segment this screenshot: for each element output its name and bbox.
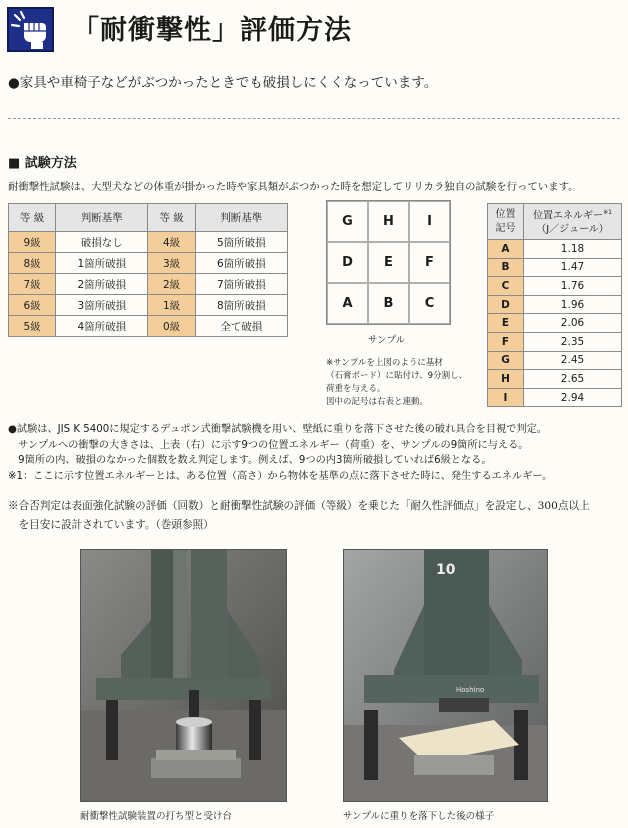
position-header: 位置 記号 xyxy=(488,204,524,240)
grade-cell: 9級 xyxy=(9,232,56,253)
sample-cell: F xyxy=(409,242,450,283)
page-title: 「耐衝撃性」評価方法 xyxy=(72,15,352,46)
table-row xyxy=(488,388,622,407)
section-heading: ■ 試験方法 xyxy=(8,156,77,171)
lead-text: ●家具や車椅子などがぶつかったときでも破損しにくくなっています。 xyxy=(8,75,438,91)
apparatus-photo xyxy=(80,549,287,802)
table-row xyxy=(488,351,622,370)
sample-cell: A xyxy=(327,283,368,324)
position-cell: B xyxy=(488,258,524,277)
criteria-header: 判断基準 xyxy=(56,204,148,232)
grade-cell: 7級 xyxy=(9,274,56,295)
grade-header: 等 級 xyxy=(148,204,195,232)
table-row xyxy=(488,240,622,259)
photo-caption-right: サンプルに重りを落下した後の様子 xyxy=(343,811,495,822)
position-cell: C xyxy=(488,277,524,296)
table-row xyxy=(488,295,622,314)
grade-cell: 3級 xyxy=(148,253,195,274)
criteria-cell: 4箇所破損 xyxy=(56,316,148,337)
criteria-cell: 全て破損 xyxy=(195,316,287,337)
sample-note-line: ※サンプルを上図のように基材 xyxy=(326,358,443,368)
table-row xyxy=(488,332,622,351)
energy-table-header xyxy=(488,204,622,240)
criteria-cell: 3箇所破損 xyxy=(56,295,148,316)
note-line: ●試験は、JIS K 5400に規定するデュポン式衝撃試験機を用い、壁紙に重りを落下させた後の破れ具合を目視で判定。 xyxy=(8,424,547,435)
criteria-cell: 8箇所破損 xyxy=(195,295,287,316)
machine-number: 10 xyxy=(436,562,456,578)
position-cell: A xyxy=(488,240,524,259)
footnote-line: ※合否判定は表面強化試験の評価（回数）と耐衝撃性試験の評価（等級）を乗じた「耐久性評価点」を設定し、300点以上 xyxy=(8,500,590,512)
table-row xyxy=(488,277,622,296)
energy-table xyxy=(487,203,622,407)
sample-cell: D xyxy=(327,242,368,283)
sample-cell: G xyxy=(327,201,368,242)
position-cell: I xyxy=(488,388,524,407)
footnote-line: を目安に設計されています。（巻頭参照） xyxy=(8,519,214,531)
position-cell: D xyxy=(488,295,524,314)
sample-note-line: 図中の記号は右表と連動。 xyxy=(326,397,429,407)
sample-cell: H xyxy=(368,201,409,242)
position-cell: H xyxy=(488,370,524,389)
position-cell: F xyxy=(488,332,524,351)
grade-header: 等 級 xyxy=(9,204,56,232)
sample-note-line: 荷重を与える。 xyxy=(326,384,386,394)
table-row xyxy=(488,314,622,333)
energy-cell: 1.76 xyxy=(524,277,622,296)
criteria-cell: 1箇所破損 xyxy=(56,253,148,274)
sample-note xyxy=(326,357,476,409)
grade-table-header xyxy=(9,204,288,232)
grade-cell: 5級 xyxy=(9,316,56,337)
energy-cell: 1.18 xyxy=(524,240,622,259)
grade-cell: 4級 xyxy=(148,232,195,253)
table-row xyxy=(9,274,288,295)
photo-caption-left: 耐衝撃性試験装置の打ち型と受け台 xyxy=(80,811,233,822)
sample-cell: B xyxy=(368,283,409,324)
energy-cell: 2.45 xyxy=(524,351,622,370)
impact-result-photo xyxy=(343,549,548,802)
criteria-cell: 2箇所破損 xyxy=(56,274,148,295)
sample-caption: サンプル xyxy=(368,335,406,346)
criteria-header: 判断基準 xyxy=(195,204,287,232)
note-line: 9箇所の内、破損のなかった個数を数え判定します。例えば、9つの内3箇所破損していれば6級となる。 xyxy=(8,455,492,466)
energy-header: 位置エネルギー$^{※1}$ （J／ジュール） xyxy=(524,204,622,240)
grade-cell: 0級 xyxy=(148,316,195,337)
energy-cell: 1.96 xyxy=(524,295,622,314)
table-row xyxy=(9,316,288,337)
sample-cell: E xyxy=(368,242,409,283)
table-row xyxy=(9,295,288,316)
divider xyxy=(8,118,620,119)
grade-table xyxy=(8,203,288,337)
grade-cell: 2級 xyxy=(148,274,195,295)
table-row xyxy=(488,258,622,277)
criteria-cell: 6箇所破損 xyxy=(195,253,287,274)
table-row xyxy=(9,253,288,274)
grade-cell: 8級 xyxy=(9,253,56,274)
fist-logo-icon xyxy=(7,7,54,52)
energy-cell: 2.65 xyxy=(524,370,622,389)
machine-brand: Hoshino xyxy=(456,686,485,694)
position-cell: E xyxy=(488,314,524,333)
energy-cell: 1.47 xyxy=(524,258,622,277)
energy-cell: 2.94 xyxy=(524,388,622,407)
grade-cell: 6級 xyxy=(9,295,56,316)
test-notes xyxy=(8,422,552,484)
energy-cell: 2.06 xyxy=(524,314,622,333)
energy-cell: 2.35 xyxy=(524,332,622,351)
footnote xyxy=(8,497,590,535)
criteria-cell: 7箇所破損 xyxy=(195,274,287,295)
sample-cell: I xyxy=(409,201,450,242)
criteria-cell: 5箇所破損 xyxy=(195,232,287,253)
grade-cell: 1級 xyxy=(148,295,195,316)
criteria-cell: 破損なし xyxy=(56,232,148,253)
table-row xyxy=(488,370,622,389)
note-line: ※1：ここに示す位置エネルギーとは、ある位置（高さ）から物体を基準の点に落下させた時に、発生するエネルギー。 xyxy=(8,470,553,482)
note-line: サンプルへの衝撃の大きさは、上表（右）に示す9つの位置エネルギー（荷重）を、サンプルの9箇所に与える。 xyxy=(8,439,529,451)
section-description: 耐衝撃性試験は、大型犬などの体重が掛かった時や家具類がぶつかった時を想定してリリカラ独自の試験を行っています。 xyxy=(8,181,579,193)
sample-note-line: （石膏ボード）に貼付け、9分割し、 xyxy=(326,371,468,381)
sample-grid xyxy=(326,200,451,325)
sample-cell: C xyxy=(409,283,450,324)
position-cell: G xyxy=(488,351,524,370)
table-row xyxy=(9,232,288,253)
